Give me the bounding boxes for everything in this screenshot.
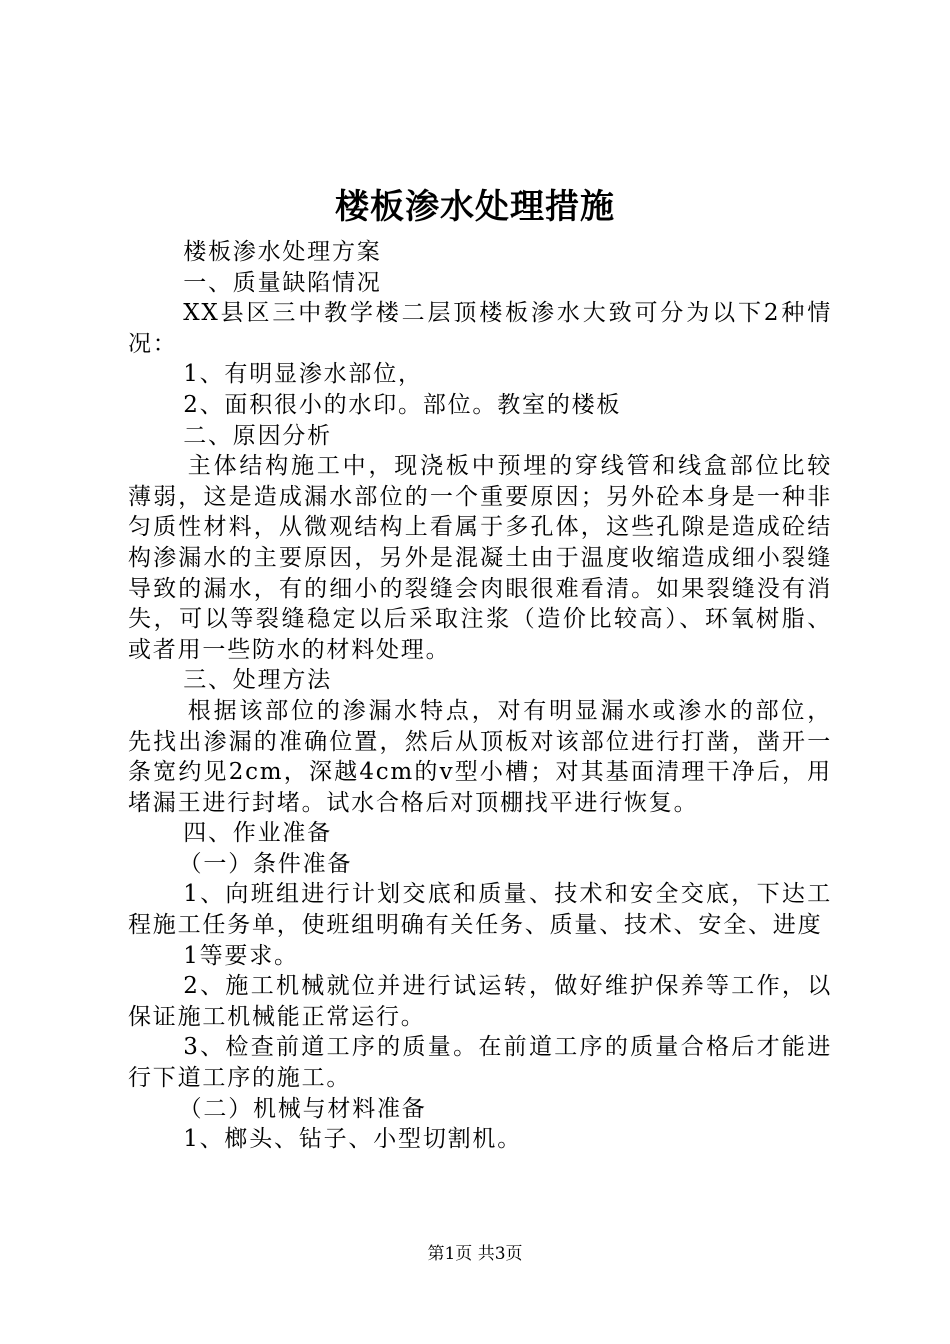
paragraph: 主体结构施工中，现浇板中预埋的穿线管和线盒部位比较薄弱，这是造成漏水部位的一个重要原因；另外砼本身是一种非匀质性材料，从微观结构上看属于多孔体，这些孔隙是造成砼结构渗漏水的主要原因，另外是混凝土由于温度收缩造成细小裂缝导致的漏水，有的细小的裂缝会肉眼很难看清。如果裂缝没有消失，可以等裂缝稳定以后采取注浆（造价比较高）、环氧树脂、或者用一些防水的材料处理。: [128, 453, 832, 663]
subsection-heading: （二）机械与材料准备: [178, 1095, 427, 1122]
paragraph: 楼板渗水处理方案: [183, 239, 382, 265]
list-item: 2、施工机械就位并进行试运转，做好维护保养等工作，以保证施工机械能正常运行。: [128, 973, 832, 1030]
paragraph: 1等要求。: [183, 942, 299, 969]
paragraph: 根据该部位的渗漏水特点，对有明显漏水或渗水的部位，先找出渗漏的准确位置，然后从顶板对该部位进行打凿，凿开一条宽约见2cm，深越4cm的v型小槽；对其基面清理干净后，用堵漏王进行封堵。试水合格后对顶棚找平进行恢复。: [128, 697, 832, 816]
list-item: 1、向班组进行计划交底和质量、技术和安全交底，下达工程施工任务单，使班组明确有关任务、质量、技术、安全、进度: [128, 881, 832, 939]
subsection-heading: （一）条件准备: [178, 850, 353, 877]
section-heading: 一、质量缺陷情况: [183, 269, 382, 296]
document-body: [128, 237, 832, 1155]
section-heading: 三、处理方法: [183, 667, 332, 694]
section-heading: 四、作业准备: [183, 820, 332, 847]
section-heading: 二、原因分析: [183, 422, 332, 449]
document-title: 楼板渗水处理措施: [335, 187, 615, 227]
paragraph: XX县区三中教学楼二层顶楼板渗水大致可分为以下2种情况：: [128, 300, 832, 357]
list-item: 3、检查前道工序的质量。在前道工序的质量合格后才能进行下道工序的施工。: [128, 1034, 832, 1092]
page-number: 第1页 共3页: [427, 1244, 523, 1264]
list-item: 1、榔头、钻子、小型切割机。: [183, 1126, 523, 1153]
list-item: 1、有明显渗水部位，: [183, 361, 423, 388]
list-item: 2、面积很小的水印。部位。教室的楼板: [183, 391, 622, 418]
